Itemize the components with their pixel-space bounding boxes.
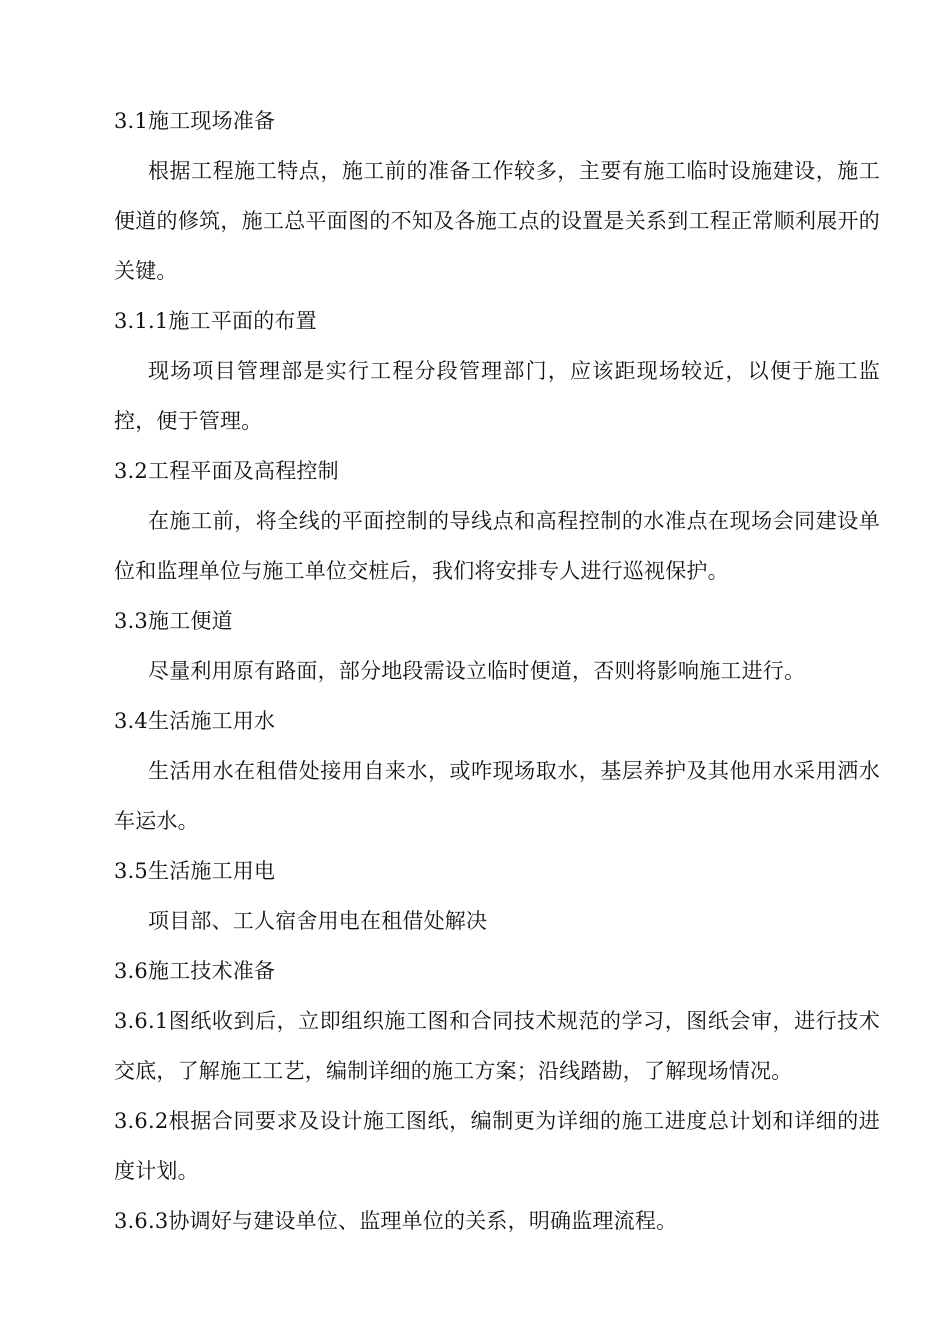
paragraph-3-1-1: 现场项目管理部是实行工程分段管理部门，应该距现场较近，以便于施工监控，便于管理。	[114, 359, 880, 433]
paragraph-3-4: 生活用水在租借处接用自来水，或咋现场取水，基层养护及其他用水采用洒水车运水。	[114, 759, 880, 833]
paragraph-3-5: 项目部、工人宿舍用电在租借处解决	[148, 909, 488, 933]
section-heading-3-1: 3.1施工现场准备	[114, 109, 276, 133]
section-heading-3-1-1: 3.1.1施工平面的布置	[114, 309, 317, 333]
section-heading-3-6: 3.6施工技术准备	[114, 959, 276, 983]
item-3-6-2: 3.6.2根据合同要求及设计施工图纸，编制更为详细的施工进度总计划和详细的进度计划。	[114, 1109, 880, 1183]
document-body	[114, 96, 880, 1246]
paragraph-3-3: 尽量利用原有路面，部分地段需设立临时便道，否则将影响施工进行。	[148, 659, 806, 683]
section-heading-3-4: 3.4生活施工用水	[114, 709, 276, 733]
paragraph-3-2: 在施工前，将全线的平面控制的导线点和高程控制的水准点在现场会同建设单位和监理单位与施工单位交桩后，我们将安排专人进行巡视保护。	[114, 509, 880, 583]
paragraph-3-1: 根据工程施工特点，施工前的准备工作较多，主要有施工临时设施建设，施工便道的修筑，施工总平面图的不知及各施工点的设置是关系到工程正常顺利展开的关键。	[114, 159, 880, 283]
item-3-6-3: 3.6.3协调好与建设单位、监理单位的关系，明确监理流程。	[114, 1209, 678, 1233]
section-heading-3-2: 3.2工程平面及高程控制	[114, 459, 339, 483]
section-heading-3-3: 3.3施工便道	[114, 609, 233, 633]
item-3-6-1: 3.6.1图纸收到后，立即组织施工图和合同技术规范的学习，图纸会审，进行技术交底，了解施工工艺，编制详细的施工方案；沿线踏勘，了解现场情况。	[114, 1009, 880, 1083]
section-heading-3-5: 3.5生活施工用电	[114, 859, 276, 883]
